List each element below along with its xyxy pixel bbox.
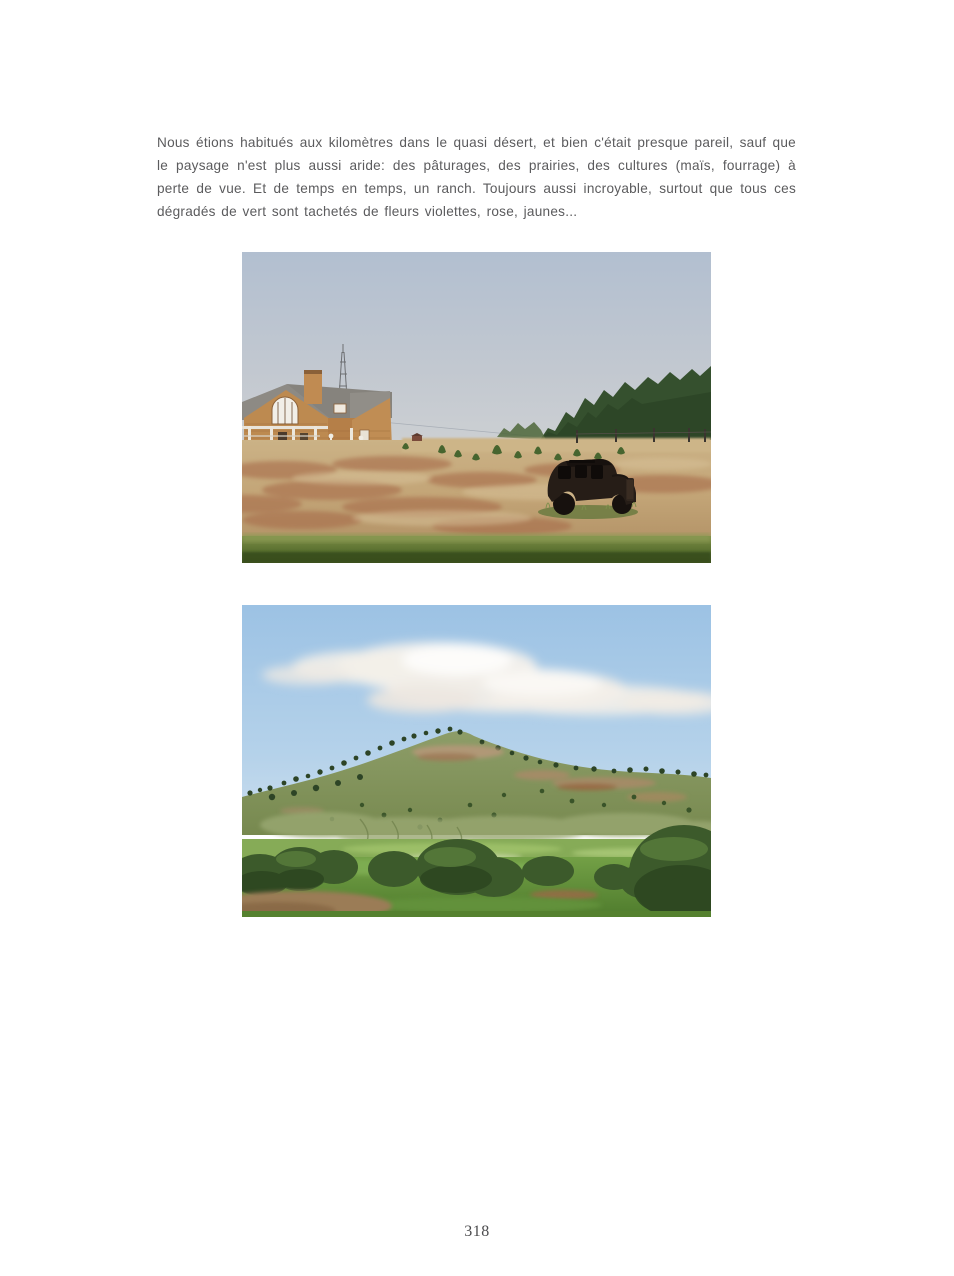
roadside-verge <box>242 534 711 563</box>
ranch-photo <box>242 252 711 563</box>
hill-photo <box>242 605 711 917</box>
page-number: 318 <box>464 1223 490 1240</box>
chimney <box>304 370 322 404</box>
ranch-photo-graphic <box>242 252 711 563</box>
field <box>242 438 711 540</box>
hill-photo-graphic <box>242 605 711 917</box>
body-paragraph: Nous étions habitués aux kilomètres dans le quasi désert, et bien c'était presque pareil, sauf que le paysage n'est plus aussi aride: des pâturages, des prairies, des cultures (maïs, fourrage) à perte de vue. Et de temps en temps, un ranch. Toujours aussi incroyable, surtout que tous ces dégradés de vert sont tachetés de fleurs violettes, rose, jaunes... <box>157 134 796 220</box>
